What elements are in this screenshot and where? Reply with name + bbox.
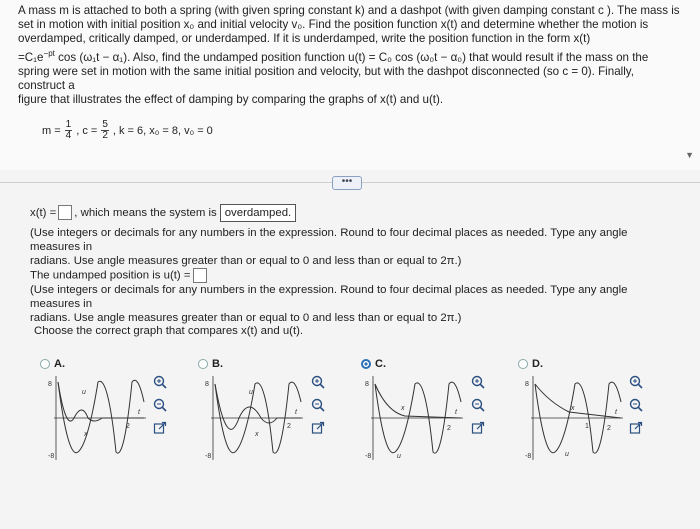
zoom-out-icon[interactable] xyxy=(628,397,644,413)
graph-b-tools xyxy=(310,374,326,436)
m-denominator: 4 xyxy=(65,130,72,141)
undamped-label: The undamped position is u(t) = xyxy=(30,269,191,282)
label-t: t xyxy=(455,409,457,416)
u-input[interactable] xyxy=(193,268,207,283)
system-type-dropdown[interactable]: overdamped. xyxy=(220,204,297,222)
graph-c-tools xyxy=(470,374,486,436)
given-values xyxy=(42,120,213,141)
label-x: x xyxy=(84,431,88,438)
graph-d[interactable] xyxy=(525,372,625,464)
problem-line-4 xyxy=(18,47,682,65)
label-x: x xyxy=(401,405,405,412)
given-rest: , k = 6, x₀ = 8, v₀ = 0 xyxy=(112,124,213,137)
scroll-down-icon[interactable]: ▼ xyxy=(685,150,694,160)
zoom-out-icon[interactable] xyxy=(152,397,168,413)
open-external-icon[interactable] xyxy=(152,420,168,436)
given-c-label: , c = xyxy=(76,124,98,137)
radio-b[interactable] xyxy=(198,359,208,369)
label-neg8: -8 xyxy=(48,453,55,460)
problem-line-5: spring were set in motion with the same initial position and velocity, but with the dashpot disconnected (so c = 0). Finally, construct a xyxy=(18,64,634,92)
open-external-icon[interactable] xyxy=(628,420,644,436)
c-numerator: 5 xyxy=(102,119,108,130)
graph-c[interactable] xyxy=(365,372,465,464)
problem-line-3: overdamped, critically damped, or underdamped. If it is underdamped, write the position function in the form x(t) xyxy=(18,32,591,46)
answer-hint xyxy=(30,226,680,268)
label-u: u xyxy=(565,451,569,458)
zoom-in-icon[interactable] xyxy=(628,374,644,390)
label-t: t xyxy=(138,409,140,416)
graph-a-tools xyxy=(152,374,168,436)
graph-a[interactable] xyxy=(48,372,148,464)
open-external-icon[interactable] xyxy=(470,420,486,436)
curve-u xyxy=(58,380,144,453)
m-numerator: 1 xyxy=(65,119,72,130)
label-neg8: -8 xyxy=(525,453,532,460)
zoom-out-icon[interactable] xyxy=(310,397,326,413)
answer-hint-1: (Use integers or decimals for any numbers in the expression. Round to four decimal places as needed. Type any angle measures in xyxy=(30,227,628,253)
zoom-in-icon[interactable] xyxy=(310,374,326,390)
option-a[interactable] xyxy=(40,358,65,370)
open-external-icon[interactable] xyxy=(310,420,326,436)
answer-hint-2: radians. Use angle measures greater than or equal to 0 and less than or equal to 2π.) xyxy=(30,255,462,267)
label-x: x xyxy=(255,431,259,438)
problem-line-4a: =C₁e xyxy=(18,50,44,64)
label-neg8: -8 xyxy=(365,453,372,460)
label-u: u xyxy=(249,389,253,396)
radio-a[interactable] xyxy=(40,359,50,369)
label-8: 8 xyxy=(365,381,369,388)
zoom-out-icon[interactable] xyxy=(470,397,486,413)
answer-line xyxy=(30,204,680,222)
x-label: x(t) = xyxy=(30,207,57,219)
label-8: 8 xyxy=(205,381,209,388)
c-denominator: 2 xyxy=(102,130,108,141)
fraction-m xyxy=(65,120,73,141)
problem-statement xyxy=(0,0,700,170)
option-d-label: D. xyxy=(532,358,543,370)
label-8: 8 xyxy=(48,381,52,388)
undamped-hint-2: radians. Use angle measures greater than or equal to 0 and less than or equal to 2π.) xyxy=(30,312,462,324)
label-8: 8 xyxy=(525,381,529,388)
option-d[interactable] xyxy=(518,358,543,370)
given-m-label: m = xyxy=(42,124,61,137)
undamped-section xyxy=(30,268,680,325)
option-b[interactable] xyxy=(198,358,223,370)
graph-d-tools xyxy=(628,374,644,436)
zoom-in-icon[interactable] xyxy=(470,374,486,390)
radio-d[interactable] xyxy=(518,359,528,369)
label-neg8: -8 xyxy=(205,453,212,460)
problem-line-1: A mass m is attached to both a spring (with given spring constant k) and a dashpot (with given damping constant c ). The mass is xyxy=(18,4,680,17)
answer-middle-text: , which means the system is xyxy=(74,207,217,219)
option-c-label: C. xyxy=(375,358,386,370)
label-1: 1 xyxy=(585,423,589,430)
label-x: x xyxy=(571,405,575,412)
label-t: t xyxy=(615,409,617,416)
option-b-label: B. xyxy=(212,358,223,370)
label-u: u xyxy=(397,453,401,460)
zoom-in-icon[interactable] xyxy=(152,374,168,390)
label-u: u xyxy=(82,389,86,396)
x-input[interactable] xyxy=(58,205,72,220)
option-a-label: A. xyxy=(54,358,65,370)
answer-section xyxy=(30,204,680,268)
label-2: 2 xyxy=(126,423,130,430)
choose-prompt: Choose the correct graph that compares x(t) and u(t). xyxy=(34,325,304,337)
fraction-c xyxy=(101,120,109,141)
label-2: 2 xyxy=(287,423,291,430)
label-2: 2 xyxy=(607,425,611,432)
label-t: t xyxy=(295,409,297,416)
radio-c[interactable] xyxy=(361,359,371,369)
problem-line-2: set in motion with initial position x₀ and initial velocity v₀. Find the position function x(t) and determine whether the motion is xyxy=(18,18,649,32)
undamped-line xyxy=(30,268,680,283)
problem-line-4b: −pt xyxy=(43,48,55,58)
problem-line-4c: cos (ω₁t − α₁). Also, find the undamped position function u(t) = C₀ cos (ω₀t − α₀) that would result if the mass on the xyxy=(54,50,649,64)
undamped-hint-1: (Use integers or decimals for any numbers in the expression. Round to four decimal places as needed. Type any angle measures in xyxy=(30,284,628,310)
label-2: 2 xyxy=(447,425,451,432)
problem-line-6: figure that illustrates the effect of damping by comparing the graphs of x(t) and u(t). xyxy=(18,93,444,107)
option-c[interactable] xyxy=(361,358,386,370)
expand-button[interactable]: ••• xyxy=(332,176,362,190)
graph-b[interactable] xyxy=(205,372,305,464)
